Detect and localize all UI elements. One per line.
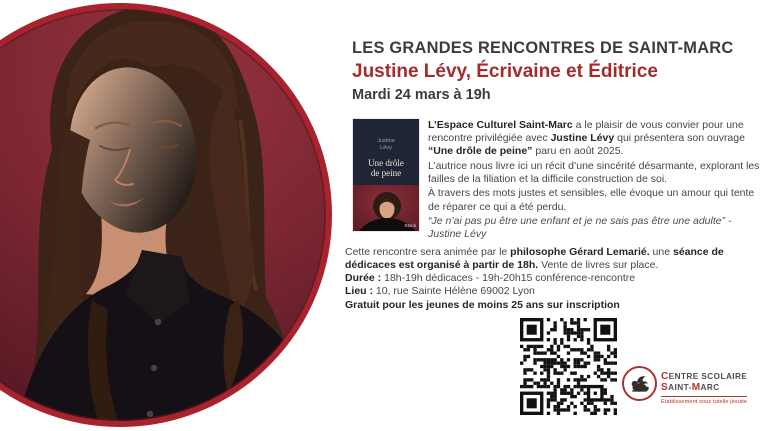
book-cover-photo <box>353 185 419 231</box>
qr-code-icon <box>520 318 617 415</box>
school-name-line2: SAINT-MARC <box>661 381 720 393</box>
speaker-title: Justine Lévy, Écrivaine et Éditrice <box>352 60 658 82</box>
qr-code <box>520 318 617 415</box>
book-author-line2: Lévy <box>380 145 392 152</box>
winged-lion-icon <box>622 366 657 401</box>
book-title <box>353 158 419 179</box>
school-logo <box>622 366 747 405</box>
intro-paragraph: L’Espace Culturel Saint-Marc a le plaisir de vous convier pour une rencontre privilégiée avec Justine Lévy qui présentera son ouvrage “Une drôle de peine” paru en août 2025. <box>428 118 745 158</box>
book-author-line1: Justine <box>377 137 395 144</box>
event-datetime: Mardi 24 mars à 19h <box>352 86 491 103</box>
meeting-info: Cette rencontre sera animée par le philosophe Gérard Lemarié. une séance de dédicaces est organisé à partir de 18h. Vente de livres sur place. <box>345 245 724 271</box>
book-title-line1: Une drôle <box>368 157 404 168</box>
book-author <box>353 138 419 153</box>
book-title-line2: de peine <box>370 168 402 179</box>
intro-paragraphs <box>419 119 762 243</box>
description-paragraph-2: À travers des mots justes et sensibles, elle évoque un amour qui tente de réparer ce qui a été perdu. <box>428 187 755 213</box>
logo-tagline: Etablissement sous tutelle jésuite <box>661 398 748 405</box>
author-quote: “Je n’ai pas pu être une enfant et je ne sais pas être une adulte” - Justine Lévy <box>428 214 732 241</box>
free-admission-line: Gratuit pour les jeunes de moins 25 ans sur inscription <box>345 298 620 311</box>
series-title: LES GRANDES RENCONTRES DE SAINT-MARC <box>352 39 734 57</box>
school-logo-text <box>661 366 747 405</box>
book-publisher: Stock <box>404 222 416 228</box>
author-portrait-photo <box>0 0 340 431</box>
duration-line: Durée : 18h-19h dédicaces - 19h-20h15 conférence-rencontre <box>345 272 636 285</box>
school-name-line1: CENTRE SCOLAIRE <box>661 371 748 382</box>
description-paragraph: L’autrice nous livre ici un récit d’une sincérité désarmante, explorant les failles de la filiation et la difficile construction de soi. <box>428 159 760 185</box>
flyer-content <box>345 39 763 312</box>
location-line: Lieu : 10, rue Sainte Hélène 69002 Lyon <box>345 285 535 298</box>
logo-divider <box>661 396 747 398</box>
book-cover <box>353 119 419 231</box>
intro-row <box>353 119 763 243</box>
